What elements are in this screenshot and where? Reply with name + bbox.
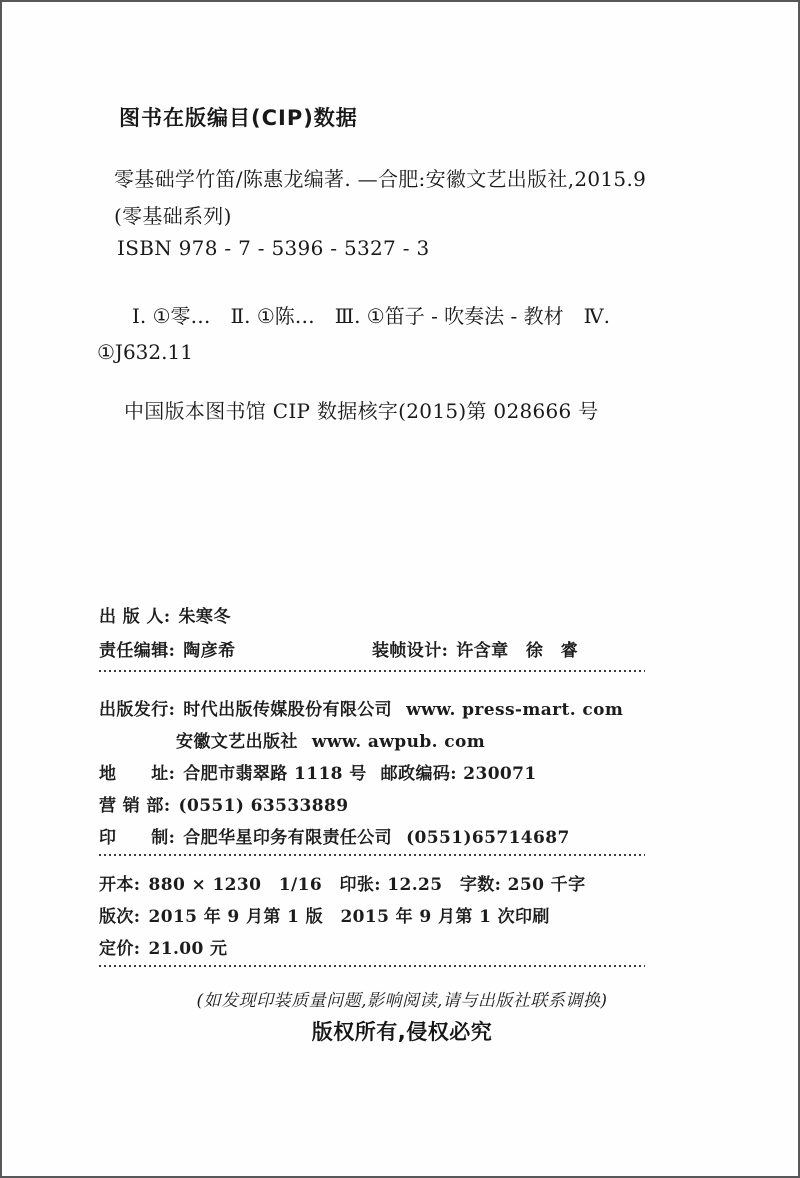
editor-designer-row xyxy=(99,636,659,661)
marketing-label: 营 销 部: xyxy=(99,796,171,816)
editor-label: 责任编辑: xyxy=(99,641,176,661)
publisher-person-row xyxy=(99,602,231,627)
series-line: (零基础系列) xyxy=(114,204,232,228)
address-value: 合肥市翡翠路 1118 号 xyxy=(183,764,367,784)
edition-row xyxy=(99,902,550,927)
publisher-url: www. press-mart. com xyxy=(406,700,624,720)
designer-credit xyxy=(372,636,578,661)
publishing-value: 安徽文艺出版社 xyxy=(176,732,298,752)
cip-header: 图书在版编目(CIP)数据 xyxy=(119,106,358,130)
classification-line-2: ①J632.11 xyxy=(97,340,193,364)
address-label: 地 址: xyxy=(99,764,176,784)
publishing-value: 时代出版传媒股份有限公司 xyxy=(183,700,393,720)
marketing-phone: (0551) 63533889 xyxy=(178,796,349,816)
designer-label: 装帧设计: xyxy=(372,641,449,661)
format-row xyxy=(99,870,586,895)
price-row xyxy=(99,934,227,959)
marketing-row xyxy=(99,791,348,816)
classification-line-1: Ⅰ. ①零… Ⅱ. ①陈… Ⅲ. ①笛子 - 吹奏法 - 教材 Ⅳ. xyxy=(132,304,610,328)
publisher-person-label: 出 版 人: xyxy=(99,607,171,627)
publishing-label: 出版发行: xyxy=(99,700,176,720)
printer-row xyxy=(99,823,570,848)
dotted-divider-middle xyxy=(99,854,645,856)
publishing-row xyxy=(99,727,485,752)
designer-value: 许含章 徐 睿 xyxy=(456,641,579,661)
edition-label: 版次: xyxy=(99,907,141,927)
editor-value: 陶彦希 xyxy=(183,641,236,661)
printer-phone: (0551)65714687 xyxy=(406,828,570,848)
quality-exchange-notice: (如发现印装质量问题,影响阅读,请与出版社联系调换) xyxy=(196,991,608,1011)
publishing-row xyxy=(99,695,623,720)
price-value: 21.00 元 xyxy=(148,939,228,959)
book-title-line: 零基础学竹笛/陈惠龙编著. —合肥:安徽文艺出版社,2015.9 xyxy=(114,167,647,191)
printer-label: 印 制: xyxy=(99,828,176,848)
postal-code: 邮政编码: 230071 xyxy=(380,764,537,784)
dotted-divider-bottom xyxy=(99,965,645,967)
publisher-person-value: 朱寒冬 xyxy=(178,607,231,627)
address-row xyxy=(99,759,537,784)
edition-value: 2015 年 9 月第 1 版 2015 年 9 月第 1 次印刷 xyxy=(148,907,550,927)
cip-record-line: 中国版本图书馆 CIP 数据核字(2015)第 028666 号 xyxy=(124,399,599,423)
format-value: 880 × 1230 1/16 印张: 12.25 字数: 250 千字 xyxy=(148,875,586,895)
format-label: 开本: xyxy=(99,875,141,895)
price-label: 定价: xyxy=(99,939,141,959)
copyright-statement: 版权所有,侵权必究 xyxy=(311,1020,493,1044)
publisher-url: www. awpub. com xyxy=(311,732,486,752)
printer-value: 合肥华星印务有限责任公司 xyxy=(183,828,393,848)
dotted-divider-top xyxy=(99,670,645,672)
cip-classification xyxy=(97,298,697,370)
isbn-line: ISBN 978 - 7 - 5396 - 5327 - 3 xyxy=(117,236,430,260)
